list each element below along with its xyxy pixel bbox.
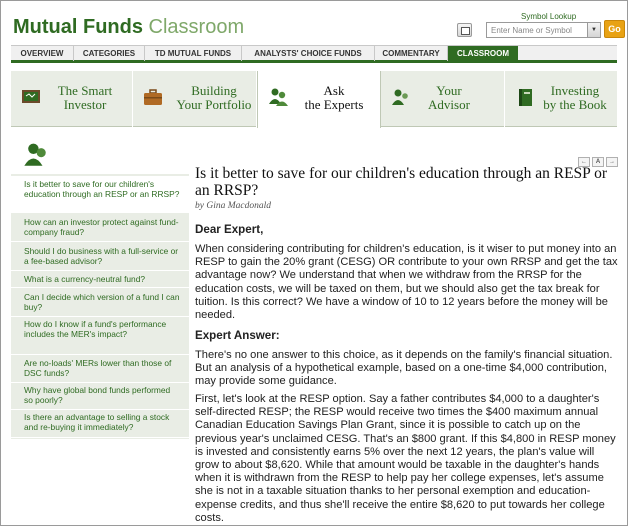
article-title: Is it better to save for our children's education through an RESP or an RRSP? xyxy=(195,165,608,199)
category-band xyxy=(11,71,617,127)
people-icon xyxy=(268,87,288,107)
article-byline: by Gina Macdonald xyxy=(195,201,271,211)
handshake-icon xyxy=(391,87,411,107)
dear-expert-heading: Dear Expert, xyxy=(195,223,264,236)
question-item[interactable]: Should I do business with a full-service or a fee-based advisor? xyxy=(11,242,189,271)
top-nav xyxy=(11,45,617,63)
nav-overview[interactable]: OVERVIEW xyxy=(11,46,74,61)
page-title xyxy=(13,15,244,39)
symbol-lookup-link[interactable]: Symbol Lookup xyxy=(521,12,577,21)
category-label: Your Advisor xyxy=(428,83,470,112)
nav-commentary[interactable]: COMMENTARY xyxy=(375,46,448,61)
question-item[interactable]: How do I know if a fund's performance includes the MER's impact? xyxy=(11,317,189,355)
people-icon xyxy=(23,141,49,167)
category-label: Building Your Portfolio xyxy=(176,83,252,112)
question-item[interactable]: How can an investor protect against fund-company fraud? xyxy=(11,213,189,242)
question-item[interactable]: What is a currency-neutral fund? xyxy=(11,271,189,288)
category-smart-investor[interactable] xyxy=(11,71,133,127)
arrow-left-icon[interactable]: ← xyxy=(578,157,590,167)
go-button[interactable]: Go xyxy=(604,20,625,38)
question-item[interactable]: Are no-loads' MERs lower than those of DSC funds? xyxy=(11,355,189,383)
question-item[interactable]: Why have global bond funds performed so poorly? xyxy=(11,383,189,410)
chalkboard-icon xyxy=(21,87,41,107)
nav-td-mutual-funds[interactable]: TD MUTUAL FUNDS xyxy=(145,46,242,61)
question-item-active[interactable]: Is it better to save for our children's education through an RESP or an RRSP? xyxy=(11,176,189,213)
font-size-button[interactable]: A xyxy=(592,157,604,167)
book-icon xyxy=(515,87,535,107)
category-label: Ask the Experts xyxy=(304,83,364,112)
category-building-portfolio[interactable] xyxy=(133,71,257,127)
nav-categories[interactable]: CATEGORIES xyxy=(74,46,145,61)
category-label: The Smart Investor xyxy=(57,83,113,112)
expert-answer-heading: Expert Answer: xyxy=(195,329,280,342)
category-ask-experts[interactable] xyxy=(257,71,381,128)
article-header xyxy=(195,165,623,211)
answer-paragraph-2: First, let's look at the RESP option. Say a father contributes $4,000 to a daughter's self-directed RESP; the RESP would receive two times the $400 maximum annual Canadian Education Savings Plan Grant, since it is possible to catch up on the previous year's unclaimed CESG. That's an $800 grant. If this $4,800 in RESP money is invested and consistently earns 5% over the next 12 years, the plan's value will grow to about $8,620. While that amount would be taxable in the daughter's hands when it is withdrawn from the RESP to help pay her college expenses, let's assume she is not in a taxable situation thanks to her personal exemption and education-expense credits, and thus she'll receive the entire $8,620 to put towards her college costs. xyxy=(195,393,616,524)
symbol-search-input[interactable]: Enter Name or Symbol xyxy=(486,22,588,38)
arrow-right-icon[interactable]: → xyxy=(606,157,618,167)
nav-classroom[interactable]: CLASSROOM xyxy=(448,46,518,61)
print-icon[interactable] xyxy=(457,23,472,37)
category-investing-book[interactable] xyxy=(505,71,617,127)
question-item[interactable]: Can I decide which version of a fund I can buy? xyxy=(11,288,189,317)
category-your-advisor[interactable] xyxy=(381,71,505,127)
question-text: When considering contributing for children's education, is it wiser to put money into an RESP to gain the 20% grant (CESG) OR contribute to your own RRSP and get the tax advantage now? We understand that when we withdraw from the RRSP for the education costs, we will be taxed on them, but we should also get the tax break for tuition. Is this correct? We have a window of 10 to 12 years before the money will be needed. xyxy=(195,243,618,322)
title-bold: Mutual Funds xyxy=(13,16,143,38)
question-item[interactable]: Is there an advantage to selling a stock and re-buying it immediately? xyxy=(11,410,189,438)
category-label: Investing by the Book xyxy=(543,83,607,112)
chevron-down-icon[interactable]: ▼ xyxy=(588,22,601,38)
title-light: Classroom xyxy=(148,16,245,38)
answer-paragraph-1: There's no one answer to this choice, as it depends on the family's financial situation. But an analysis of a hypothetical example, based on a one-time $4,000 contribution, may provide some guidance. xyxy=(195,349,613,388)
briefcase-icon xyxy=(143,87,163,107)
nav-analysts-choice-funds[interactable]: ANALYSTS' CHOICE FUNDS xyxy=(242,46,375,61)
header xyxy=(1,1,627,43)
